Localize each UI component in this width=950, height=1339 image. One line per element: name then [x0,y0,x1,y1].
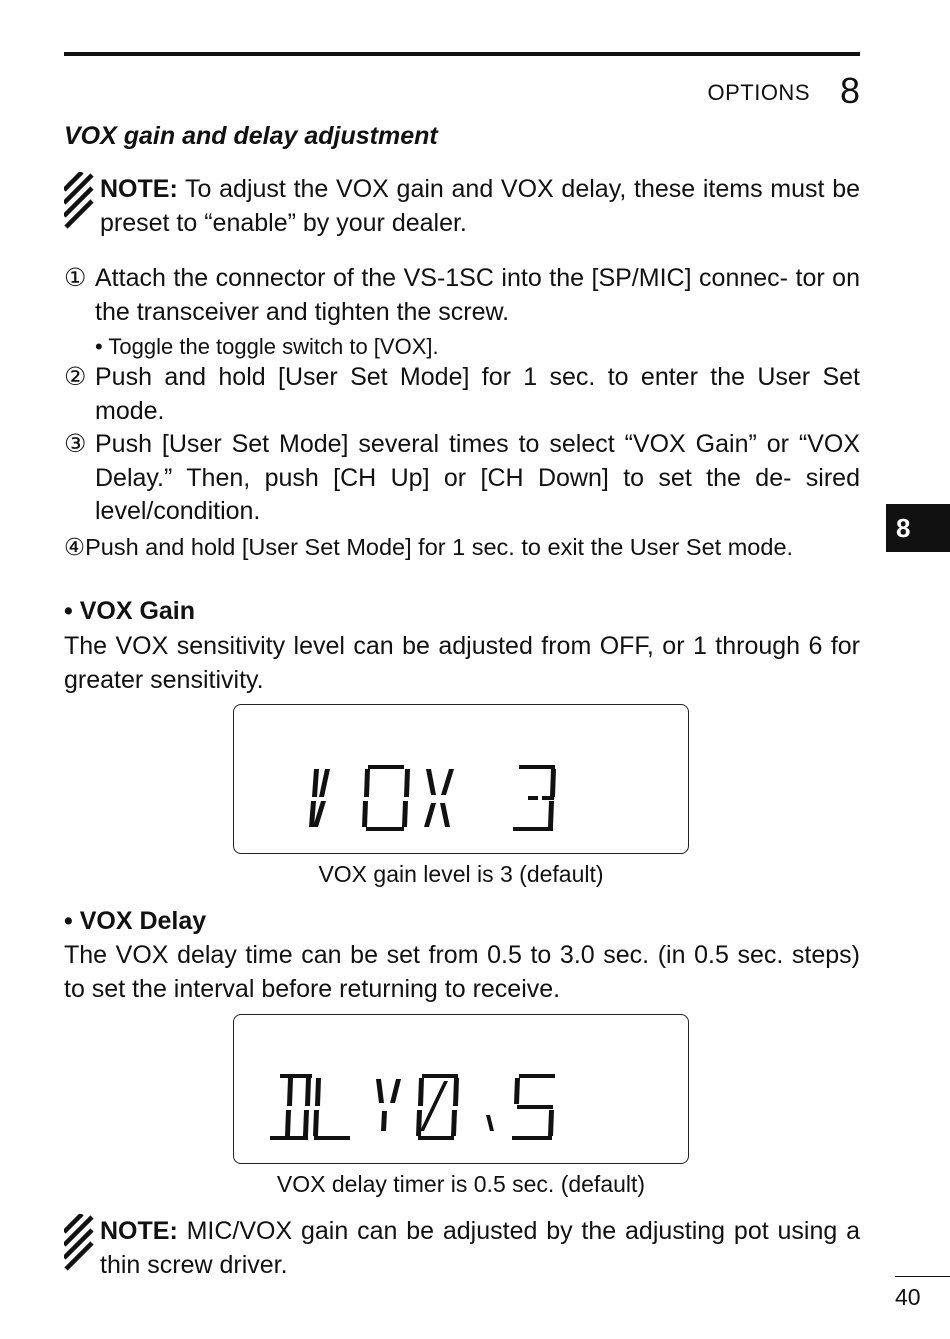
step-1-bullet: • Toggle the toggle switch to [VOX]. [95,334,439,359]
step-text: Push [User Set Mode] several times to select “VOX Gain” or “VOX Delay.” Then, push [CH Up] or [CH Down] to set the de- sired level/condition. [95,430,860,525]
step-1 [64,262,860,329]
vox-delay-heading: • VOX Delay [64,907,207,935]
vox-gain-caption: VOX gain level is 3 (default) [318,861,604,887]
note-block-1 [64,172,860,240]
note-hatch-icon [64,1214,94,1272]
vox-delay-description: The VOX delay time can be set from 0.5 to 3.0 sec. (in 0.5 sec. steps) to set the interval before returning to receive. [64,941,860,1003]
header-section-title: OPTIONS [707,80,810,105]
vox-gain-description: The VOX sensitivity level can be adjusted from OFF, or 1 through 6 for greater sensitivity. [64,632,860,694]
page-number-rule [895,1276,950,1277]
vox-gain-heading: • VOX Gain [64,597,196,625]
lcd-display-vox-gain [233,704,689,854]
step-2 [64,361,860,428]
step-3 [64,428,860,529]
step-number: ③ [64,430,87,458]
lcd-display-vox-delay [233,1014,689,1164]
note-block-2 [64,1214,860,1282]
note-hatch-icon [64,172,94,230]
page-number: 40 [895,1284,921,1310]
lcd-segments-dly-0-5 [234,1015,690,1165]
section-title: VOX gain and delay adjustment [64,122,438,150]
step-4 [64,532,793,562]
step-number: ② [64,363,87,391]
note-text: MIC/VOX gain can be adjusted by the adjusting pot using a thin screw driver. [100,1217,860,1279]
header-chapter-number: 8 [839,70,860,111]
vox-delay-caption: VOX delay timer is 0.5 sec. (default) [276,1171,646,1197]
step-text: Push and hold [User Set Mode] for 1 sec. to enter the User Set mode. [95,363,860,425]
step-text: Push and hold [User Set Mode] for 1 sec. to exit the User Set mode. [85,534,794,560]
note-label: NOTE: [100,175,178,203]
top-rule [64,52,860,56]
note-text: To adjust the VOX gain and VOX delay, these items must be preset to “enable” by your dealer. [100,175,860,237]
lcd-segments-vox-3 [234,705,690,855]
step-text: Attach the connector of the VS-1SC into the [SP/MIC] connec- tor on the transceiver and tighten the screw. [95,264,860,326]
note-label: NOTE: [100,1217,178,1245]
step-number: ④ [64,534,86,560]
chapter-side-tab: 8 [886,504,950,552]
step-number: ① [64,264,87,292]
